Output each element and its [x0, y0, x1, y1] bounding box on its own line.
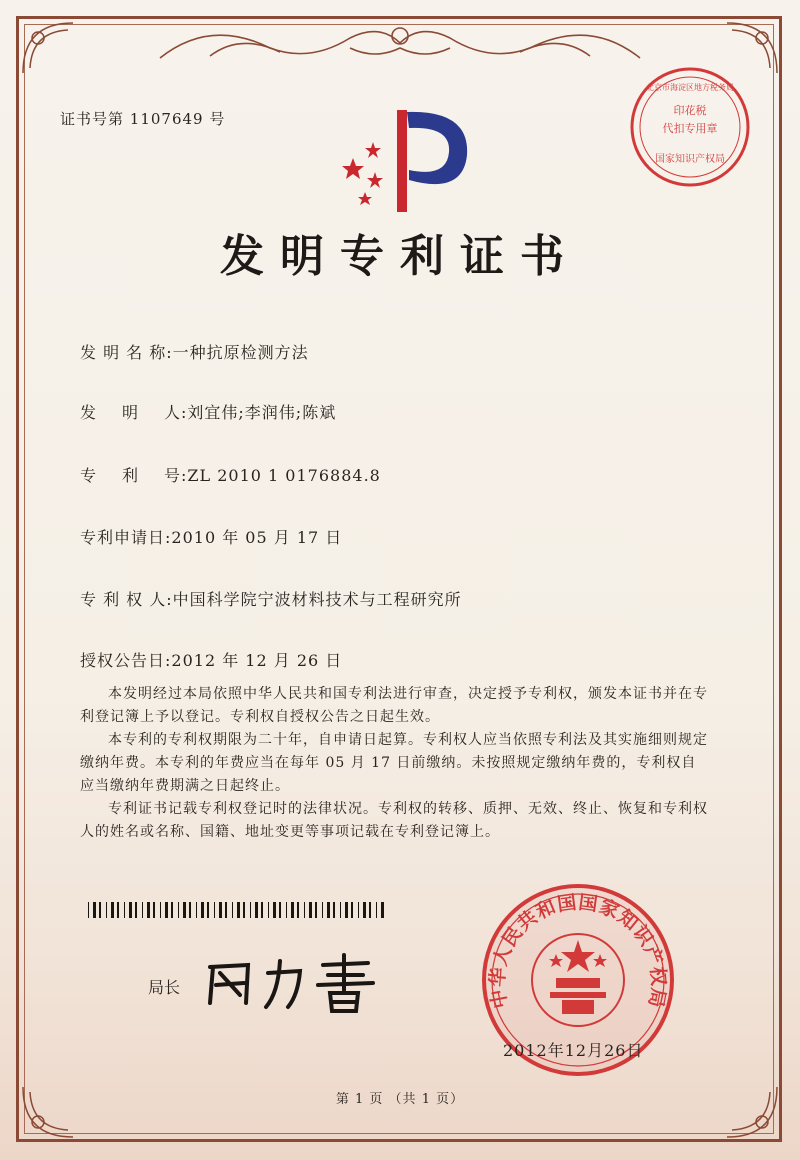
field-grant-date: [80, 648, 342, 671]
field-filing-date: [80, 525, 342, 548]
tax-stamp-bottom: 国家知识产权局: [655, 154, 725, 165]
tax-stamp-icon: [625, 62, 755, 192]
cert-number-label: 证书号第: [60, 110, 125, 128]
field-label: 发 明 名 称:: [80, 343, 173, 362]
field-invention-name: [80, 340, 309, 363]
field-value: 2012 年 12 月 26 日: [171, 651, 343, 670]
field-label: 授权公告日:: [80, 651, 172, 670]
certificate-body: [80, 683, 710, 844]
field-label-a: 发: [80, 403, 98, 422]
top-ornament-icon: [150, 18, 650, 68]
page-number: 第 1 页 （共 1 页）: [335, 1092, 465, 1107]
field-label: 专 利 权 人:: [80, 590, 173, 609]
field-label-b: 明: [122, 403, 140, 422]
field-label-a: 专: [80, 466, 98, 485]
field-label-c: 人:: [164, 403, 188, 422]
field-value: ZL 2010 1 0176884.8: [187, 466, 381, 485]
field-value: 中国科学院宁波材料技术与工程研究所: [172, 590, 462, 609]
field-value: 刘宜伟;李润伟;陈斌: [187, 403, 337, 422]
director-signature-icon: [148, 945, 398, 1015]
field-label: 专利申请日:: [80, 528, 172, 547]
tax-stamp-line2: 代扣专用章: [662, 122, 718, 135]
cert-number-suffix: 号: [209, 110, 226, 128]
barcode-icon: [88, 902, 388, 918]
tax-stamp-line1: 印花税: [673, 104, 707, 117]
body-paragraph: 本专利的专利权期限为二十年，自申请日起算。专利权人应当依照专利法及其实施细则规定缴纳年费。本专利的年费应当在每年 05 月 17 日前缴纳。未按照规定缴纳年费的，专利权自应当缴纳年费期满之日起终止。: [80, 732, 708, 794]
field-value: 2010 年 05 月 17 日: [171, 528, 343, 547]
seal-text: 中华人民共和国国家知识产权局: [486, 891, 670, 1011]
tax-stamp-outer: 北京市海淀区地方税务局: [646, 83, 734, 92]
body-paragraph: 专利证书记载专利权登记时的法律状况。专利权的转移、质押、无效、终止、恢复和专利权人的姓名或名称、国籍、地址变更等事项记载在专利登记簿上。: [80, 801, 708, 840]
signature-label: 局长: [148, 978, 181, 997]
sipo-logo-icon: [335, 100, 475, 220]
certificate-number: [60, 108, 225, 129]
corner-ornament-icon: [18, 18, 78, 78]
page-title: 发明专利证书: [220, 231, 580, 282]
field-label-b: 利: [122, 466, 140, 485]
seal-date: 2012年12月26日: [503, 1041, 644, 1060]
field-value: 一种抗原检测方法: [172, 343, 309, 362]
cert-number-value: 1107649: [129, 110, 204, 128]
field-patent-number: [80, 463, 381, 486]
field-patentee: [80, 587, 462, 610]
field-label-c: 号:: [164, 466, 188, 485]
field-inventors: [80, 400, 336, 423]
body-paragraph: 本发明经过本局依照中华人民共和国专利法进行审查，决定授予专利权，颁发本证书并在专利登记簿上予以登记。专利权自授权公告之日起生效。: [80, 686, 708, 725]
